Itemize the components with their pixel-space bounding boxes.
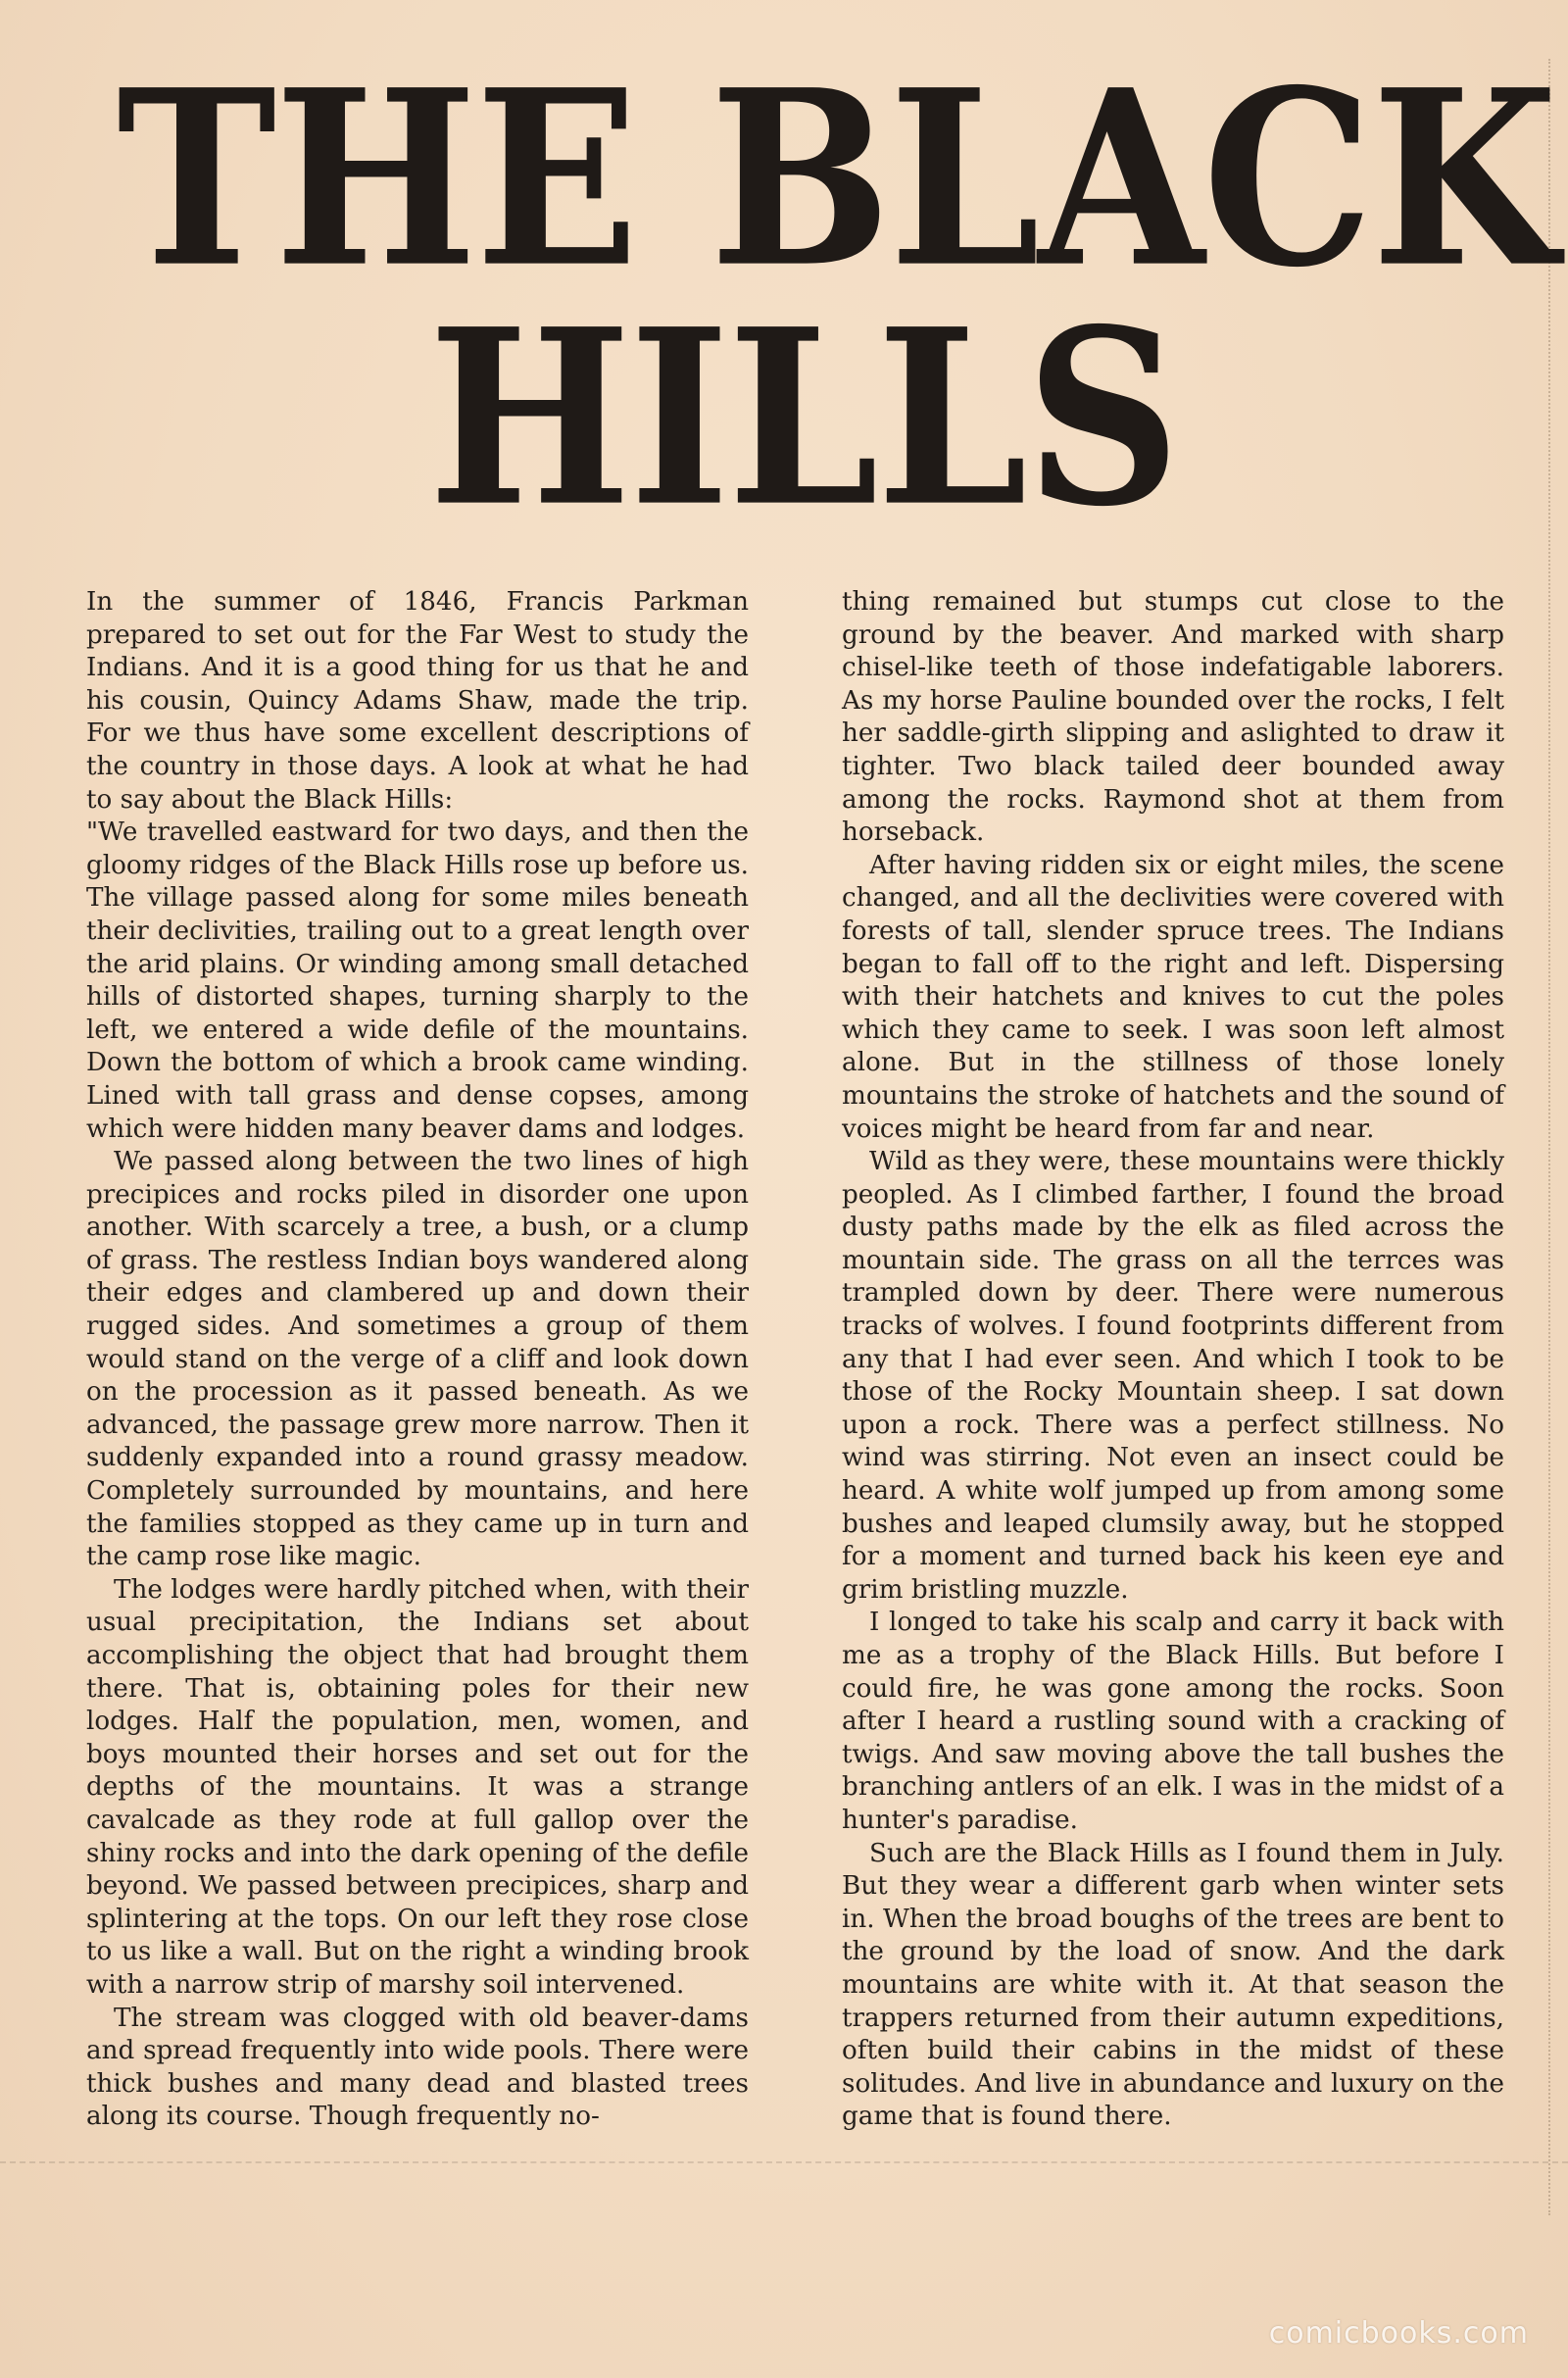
left-paragraph-1: In the summer of 1846, Francis Parkman prepared to set out for the Far West to study the Indians. And it is a good thing for us that he and his cousin, Quincy Adams Shaw, made the trip. For we thus have some excellent descriptions of the country in those days. A look at what he had to say about the Black Hills: [86,587,749,815]
right-paragraph-3: Wild as they were, these mountains were thickly peopled. As I climbed farther, I found the broad dusty paths made by the elk as filed across the mountain side. The grass on all the terrces was trampled down by deer. There were numerous tracks of wolves. I found footprints different from any that I had ever seen. And which I took to be those of the Rocky Mountain sheep. I sat down upon a rock. There was a perfect stillness. No wind was stirring. Not even an insect could be heard. A white wolf jumped up from among some bushes and leaped clumsily away, but he stopped for a moment and turned back his keen eye and grim bristling muzzle. [842,1147,1504,1605]
left-paragraph-3: We passed along between the two lines of high precipices and rocks piled in disorder one upon another. With scarcely a tree, a bush, or a clump of grass. The restless Indian boys wandered along their edges and clambered up and down their rugged sides. And sometimes a group of them would stand on the verge of a cliff and look down on the procession as it passed beneath. As we advanced, the passage grew more narrow. Then it suddenly expanded into a round grassy meadow. Completely surrounded by mountains, and here the families stopped as they came up in turn and the camp rose like magic. [86,1147,749,1572]
page-bottom-scuff [0,2161,1568,2165]
title-line-2: HILLS [428,275,1179,560]
title-line-1: THE BLACK [117,36,1556,321]
left-text-column [86,586,749,2134]
watermark: comicbooks.com [1268,2316,1529,2351]
right-paragraph-2: After having ridden six or eight miles, the scene changed, and all the declivities were covered with forests of tall, slender spruce trees. The Indians began to fall off to the right and left. Dispersing with their hatchets and knives to cut the poles which they came to seek. I was soon left almost alone. But in the stillness of those lonely mountains the stroke of hatchets and the sound of voices might be heard from far and near. [842,850,1504,1144]
left-paragraph-4: The lodges were hardly pitched when, with their usual precipitation, the Indians set about accomplishing the object that had brought them there. That is, obtaining poles for their new lodges. Half the population, men, women, and boys mounted their horses and set out for the depths of the mountains. It was a strange cavalcade as they rode at full gallop over the shiny rocks and into the dark opening of the defile beyond. We passed between precipices, sharp and splintering at the tops. On our left they rose close to us like a wall. But on the right a winding brook with a narrow strip of marshy soil intervened. [86,1574,749,2000]
right-paragraph-5: Such are the Black Hills as I found them in July. But they wear a different garb when winter sets in. When the broad boughs of the trees are bent to the ground by the load of snow. And the dark mountains are white with it. At that season the trappers returned from their autumn expeditions, often build their cabins in the midst of these solitudes. And live in abundance and luxury on the game that is found there. [842,1838,1504,2132]
right-paragraph-1: thing remained but stumps cut close to the ground by the beaver. And marked with sharp chisel-like teeth of those indefatigable laborers. As my horse Pauline bounded over the rocks, I felt her saddle-girth slipping and aslighted to draw it tighter. Two black tailed deer bounded away among the rocks. Raymond shot at them from horseback. [842,587,1504,848]
article-title [88,36,1556,560]
page-edge-dots [1546,59,1550,2215]
right-paragraph-4: I longed to take his scalp and carry it back with me as a trophy of the Black Hills. But before I could fire, he was gone among the rocks. Soon after I heard a rustling sound with a cracking of twigs. And saw moving above the tall bushes the branching antlers of an elk. I was in the midst of a hunter's paradise. [842,1608,1504,1835]
left-paragraph-5: The stream was clogged with old beaver-dams and spread frequently into wide pools. There were thick bushes and many dead and blasted trees along its course. Though frequently no- [86,2003,749,2132]
left-paragraph-2: "We travelled eastward for two days, and then the gloomy ridges of the Black Hills rose up before us. The village passed along for some miles beneath their declivities, trailing out to a great length over the arid plains. Or winding among small detached hills of distorted shapes, turning sharply to the left, we entered a wide defile of the mountains. Down the bottom of which a brook came winding. Lined with tall grass and dense copses, among which were hidden many beaver dams and lodges. [86,817,749,1144]
right-text-column [842,586,1504,2134]
